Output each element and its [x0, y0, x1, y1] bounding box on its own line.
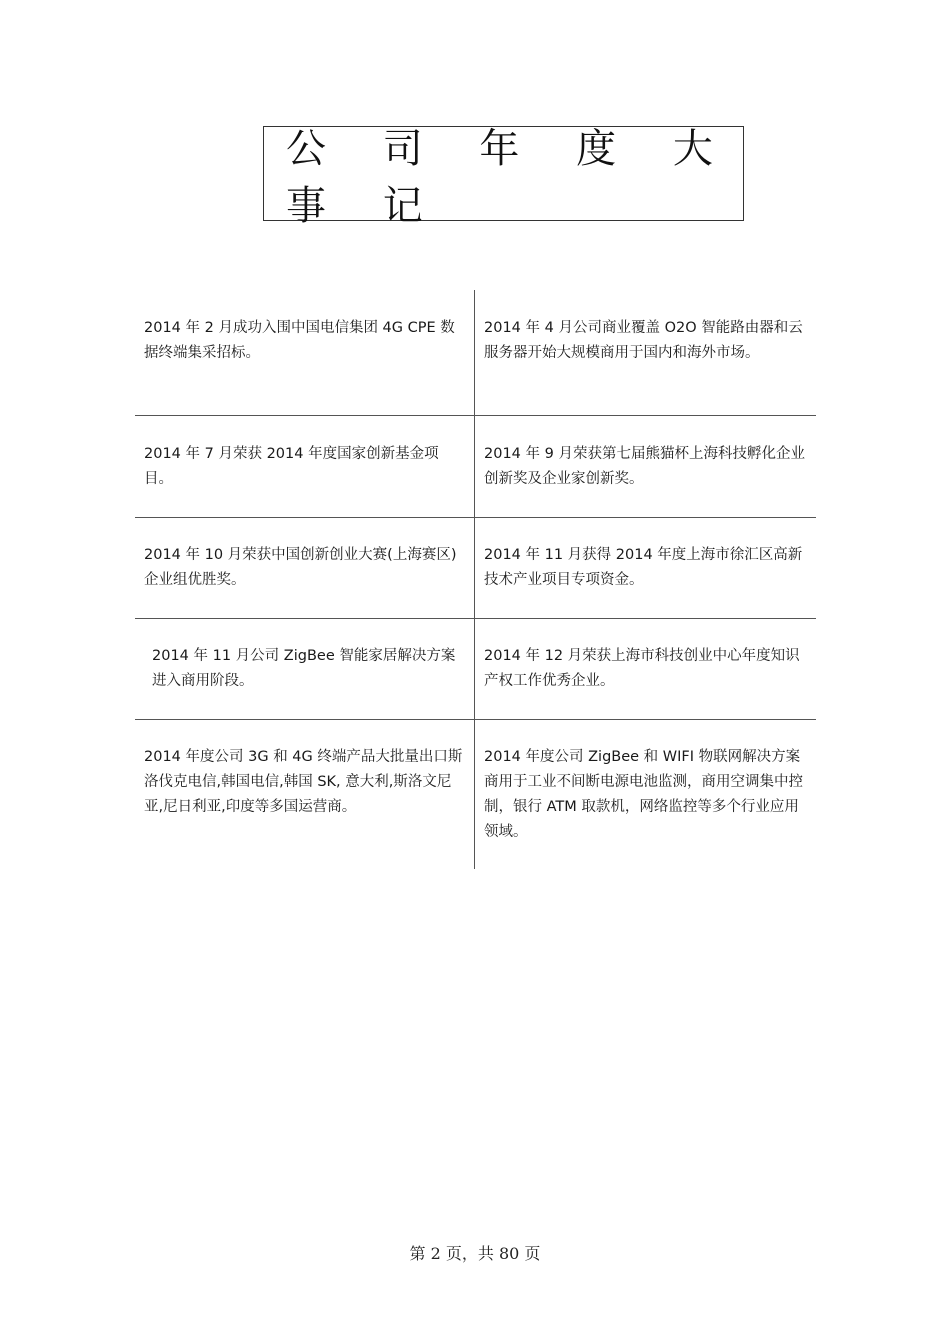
event-row — [135, 518, 816, 619]
events-table — [135, 290, 816, 869]
event-cell-right: 2014 年度公司 ZigBee 和 WIFI 物联网解决方案商用于工业不间断电源电池监测，商用空调集中控制，银行 ATM 取款机，网络监控等多个行业应用领域。 — [484, 749, 803, 840]
page-title: 公 司 年 度 大 事 记 — [286, 125, 735, 229]
event-row — [135, 416, 816, 518]
event-cell-left: 2014 年度公司 3G 和 4G 终端产品大批量出口斯洛伐克电信,韩国电信,韩国 SK, 意大利,斯洛文尼亚,尼日利亚,印度等多国运营商。 — [135, 720, 475, 869]
event-row — [135, 720, 816, 869]
event-cell-left: 2014 年 7 月荣获 2014 年度国家创新基金项目。 — [135, 416, 475, 517]
event-cell-left: 2014 年 10 月荣获中国创新创业大赛(上海赛区)企业组优胜奖。 — [135, 518, 475, 618]
event-cell-left: 2014 年 11 月公司 ZigBee 智能家居解决方案进入商用阶段。 — [135, 619, 475, 719]
page-footer: 第 2 页，共 80 页 — [409, 1244, 541, 1263]
event-cell-right: 2014 年 4 月公司商业覆盖 O2O 智能路由器和云服务器开始大规模商用于国内和海外市场。 — [484, 320, 803, 361]
event-row — [135, 619, 816, 720]
event-cell-right: 2014 年 11 月获得 2014 年度上海市徐汇区高新技术产业项目专项资金。 — [484, 547, 803, 588]
event-cell-right: 2014 年 12 月荣获上海市科技创业中心年度知识产权工作优秀企业。 — [484, 648, 800, 689]
event-cell-right: 2014 年 9 月荣获第七届熊猫杯上海科技孵化企业创新奖及企业家创新奖。 — [484, 446, 805, 487]
title-box — [263, 125, 744, 229]
event-cell-left: 2014 年 2 月成功入围中国电信集团 4G CPE 数据终端集采招标。 — [135, 290, 475, 415]
event-row — [135, 290, 816, 416]
